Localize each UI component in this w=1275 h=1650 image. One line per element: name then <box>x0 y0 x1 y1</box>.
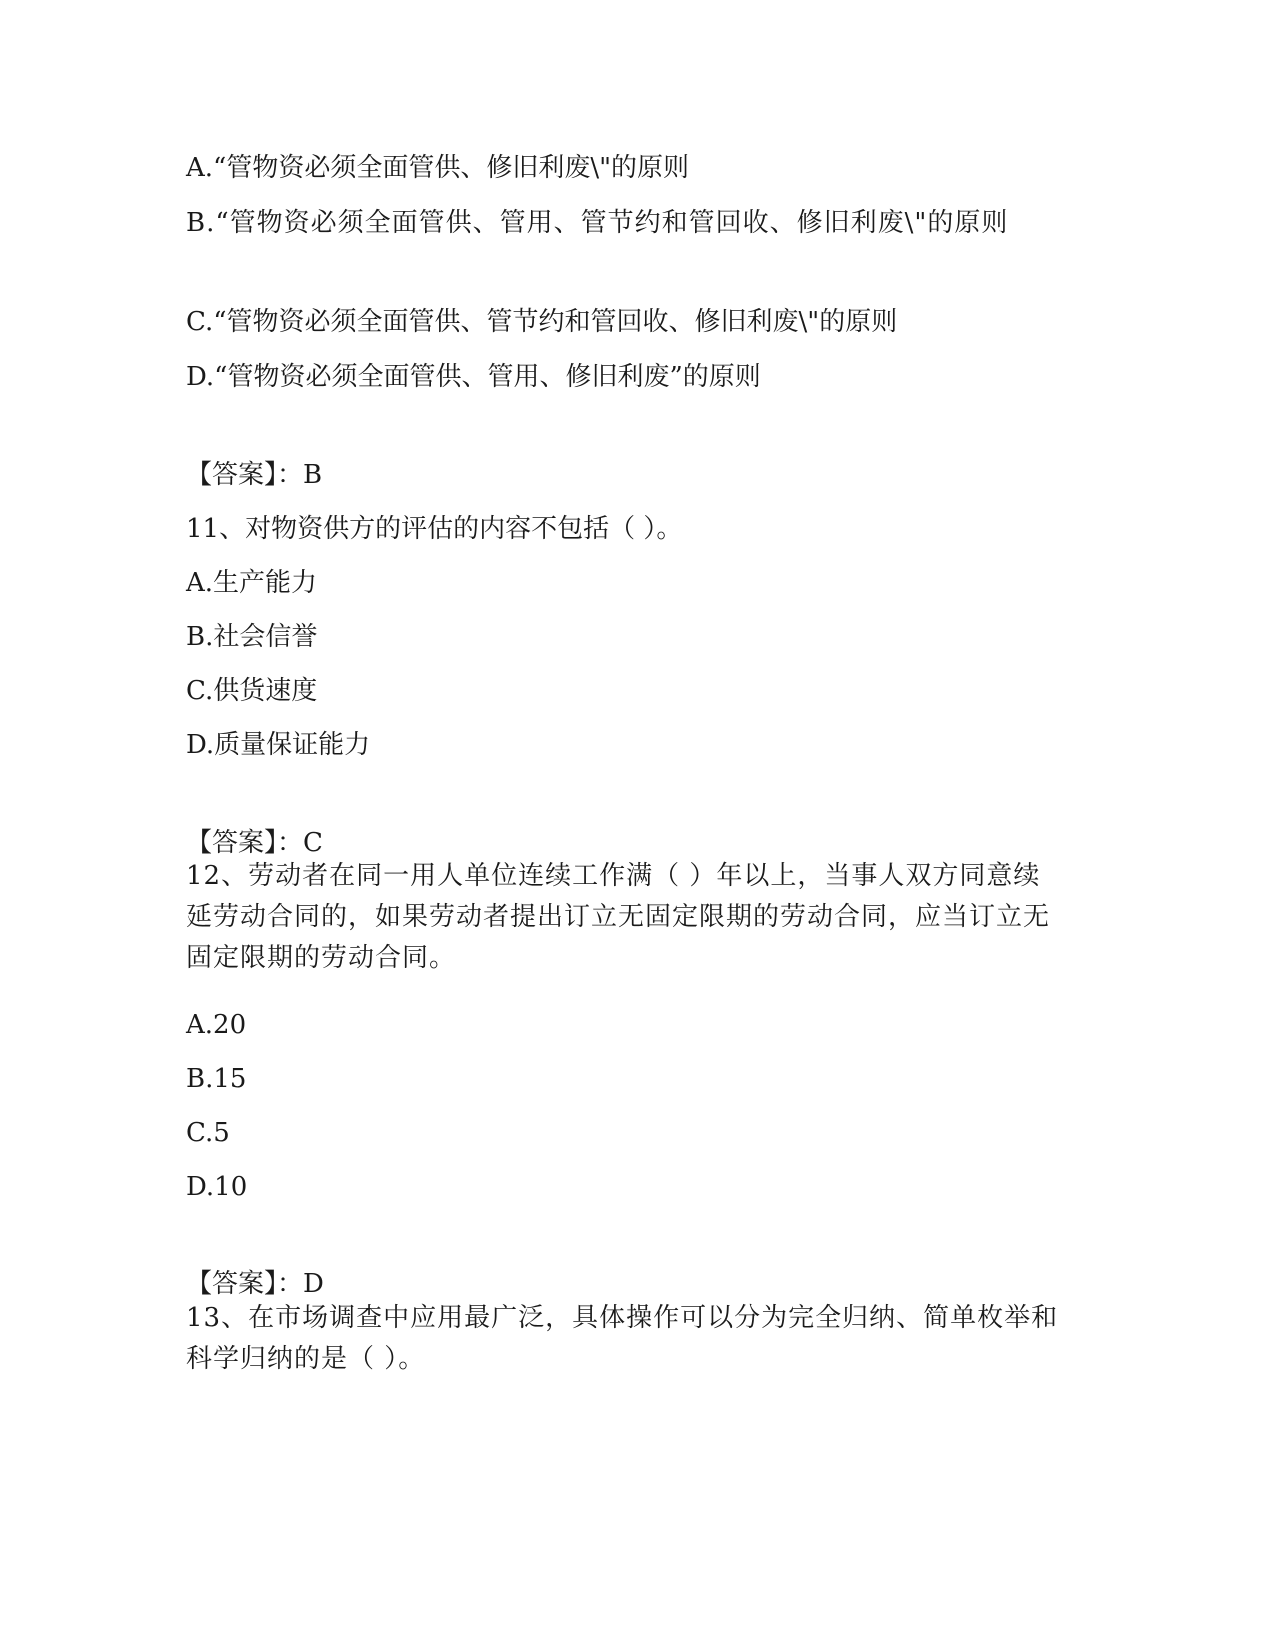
option-text: C.“管物资必须全面管供、管节约和管回收、修旧利废\"的原则 <box>186 307 898 337</box>
option-text: A.生产能力 <box>186 568 318 598</box>
option-text: B.15 <box>186 1064 247 1094</box>
question-text: 13、在市场调查中应用最广泛，具体操作可以分为完全归纳、简单枚举和科学归纳的是（ ）。 <box>186 1303 1059 1374</box>
option-text: A.20 <box>186 1010 247 1040</box>
option-text: D.质量保证能力 <box>186 730 371 760</box>
question-text: 11、对物资供方的评估的内容不包括（ ）。 <box>186 514 683 544</box>
option-text: A.“管物资必须全面管供、修旧利废\"的原则 <box>186 153 690 183</box>
option-text: D.“管物资必须全面管供、管用、修旧利废”的原则 <box>186 362 761 392</box>
option-text: B.社会信誉 <box>186 622 318 652</box>
answer-line: 【答案】：D <box>186 1269 324 1299</box>
option-text: C.供货速度 <box>186 676 318 706</box>
answer-line: 【答案】：B <box>186 460 323 490</box>
option-text: D.10 <box>186 1172 248 1202</box>
answer-line: 【答案】：C <box>186 828 323 858</box>
question-text: 12、劳动者在同一用人单位连续工作满（ ）年以上，当事人双方同意续延劳动合同的，如果劳动者提出订立无固定限期的劳动合同，应当订立无固定限期的劳动合同。 <box>186 861 1051 973</box>
option-text: B.“管物资必须全面管供、管用、管节约和管回收、修旧利废\"的原则 <box>186 208 1009 238</box>
option-text: C.5 <box>186 1118 230 1148</box>
